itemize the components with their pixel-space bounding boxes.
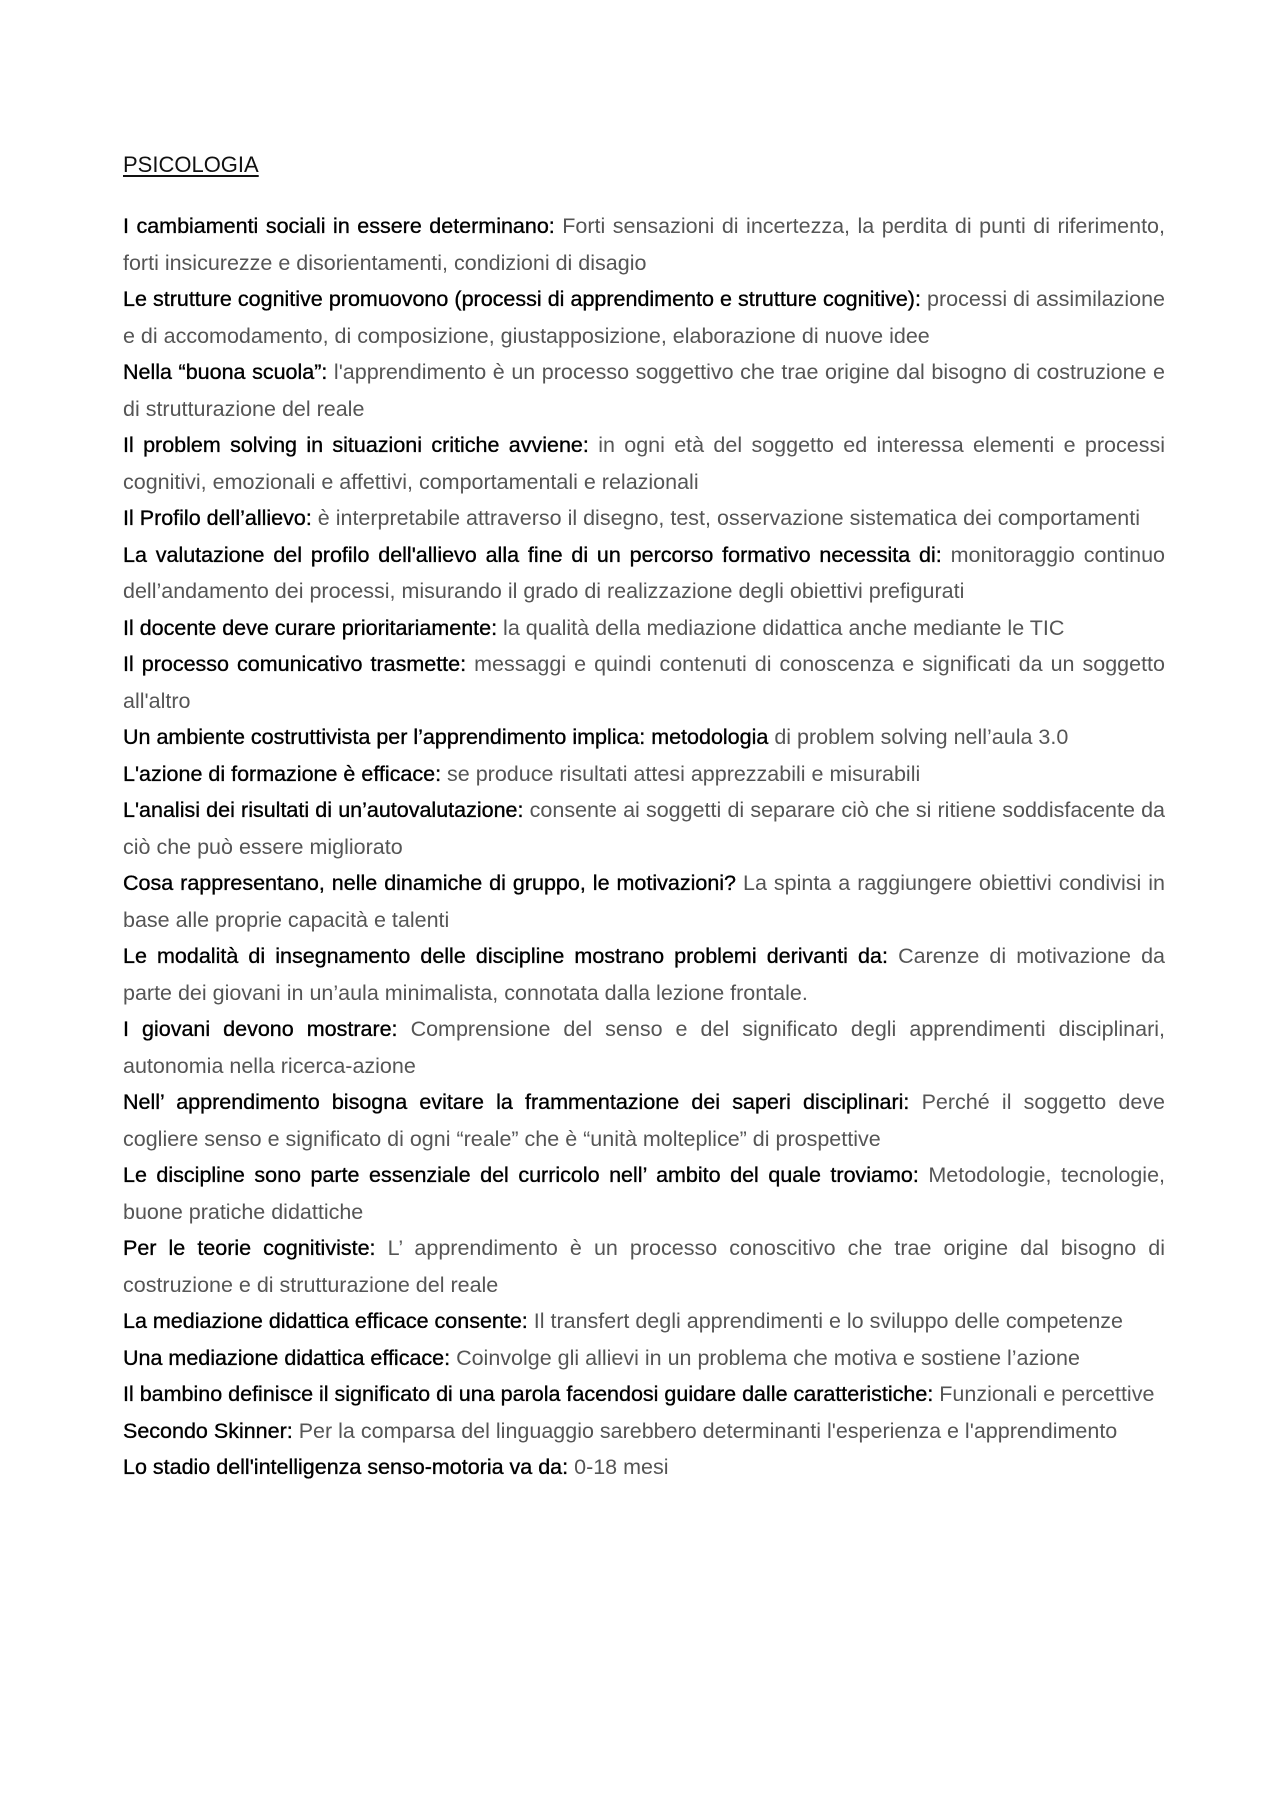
qa-entry: [123, 500, 1165, 537]
question-text: Una mediazione didattica efficace:: [123, 1345, 451, 1370]
question-text: Il problem solving in situazioni critiche avviene:: [123, 433, 589, 457]
qa-entry: [123, 719, 1165, 756]
qa-entry: [123, 646, 1165, 719]
question-text: I cambiamenti sociali in essere determinano:: [123, 214, 555, 238]
page-title: PSICOLOGIA: [123, 152, 259, 177]
question-text: La mediazione didattica efficace consente:: [123, 1309, 528, 1333]
qa-entry: [123, 1340, 1165, 1377]
question-text: Il processo comunicativo trasmette:: [123, 652, 467, 676]
qa-entry: [123, 792, 1165, 865]
document-page: [123, 150, 1165, 1486]
question-text: Per le teorie cognitiviste:: [123, 1236, 376, 1260]
answer-text: Funzionali e percettive: [939, 1382, 1155, 1406]
answer-text: Comprensione del senso e del significato degli apprendimenti disciplinari, autonomia nella ricerca-azione: [123, 1017, 1165, 1078]
answer-text: consente ai soggetti di separare ciò che si ritiene soddisfacente da ciò che può essere migliorato: [123, 798, 1165, 859]
question-text: Lo stadio dell'intelligenza senso-motoria va da:: [123, 1455, 569, 1479]
answer-text: se produce risultati attesi apprezzabili e misurabili: [447, 761, 921, 786]
qa-entry: [123, 537, 1165, 610]
question-text: Un ambiente costruttivista per l’apprendimento implica: metodologia: [123, 725, 769, 749]
question-text: Il docente deve curare prioritariamente:: [123, 615, 498, 640]
question-text: I giovani devono mostrare:: [123, 1017, 398, 1041]
answer-text: l'apprendimento è un processo soggettivo che trae origine dal bisogno di costruzione e di strutturazione del reale: [123, 360, 1165, 421]
qa-entry: [123, 1449, 1165, 1486]
qa-entry: [123, 756, 1165, 793]
qa-entry: [123, 208, 1165, 281]
qa-entry: [123, 1011, 1165, 1084]
qa-entry: [123, 865, 1165, 938]
question-text: L'analisi dei risultati di un’autovalutazione:: [123, 798, 524, 822]
question-text: Le discipline sono parte essenziale del curricolo nell’ ambito del quale troviamo:: [123, 1163, 919, 1187]
answer-text: Perché il soggetto deve cogliere senso e significato di ogni “reale” che è “unità molteplice” di prospettive: [123, 1090, 1165, 1151]
answer-text: Coinvolge gli allievi in un problema che motiva e sostiene l’azione: [456, 1345, 1080, 1370]
answer-text: monitoraggio continuo dell’andamento dei processi, misurando il grado di realizzazione degli obiettivi prefigurati: [123, 542, 1165, 603]
answer-text: Il transfert degli apprendimenti e lo sviluppo delle competenze: [533, 1309, 1123, 1333]
qa-list: [123, 208, 1165, 1486]
question-text: L'azione di formazione è efficace:: [123, 761, 442, 786]
qa-entry: [123, 427, 1165, 500]
qa-entry: [123, 610, 1165, 647]
question-text: Il Profilo dell’allievo:: [123, 506, 312, 530]
answer-text: Forti sensazioni di incertezza, la perdita di punti di riferimento, forti insicurezze e disorientamenti, condizioni di disagio: [123, 214, 1165, 275]
answer-text: di problem solving nell’aula 3.0: [774, 725, 1069, 749]
qa-entry: [123, 1413, 1165, 1450]
question-text: Nell’ apprendimento bisogna evitare la frammentazione dei saperi disciplinari:: [123, 1090, 910, 1114]
answer-text: messaggi e quindi contenuti di conoscenza e significati da un soggetto all'altro: [123, 652, 1165, 713]
qa-entry: [123, 1157, 1165, 1230]
answer-text: 0-18 mesi: [574, 1455, 669, 1479]
qa-entry: [123, 1376, 1165, 1413]
question-text: Cosa rappresentano, nelle dinamiche di gruppo, le motivazioni?: [123, 871, 737, 895]
answer-text: è interpretabile attraverso il disegno, test, osservazione sistematica dei comportamenti: [317, 506, 1140, 530]
qa-entry: [123, 1084, 1165, 1157]
answer-text: Per la comparsa del linguaggio sarebbero determinanti l'esperienza e l'apprendimento: [298, 1418, 1118, 1443]
answer-text: La spinta a raggiungere obiettivi condivisi in base alle proprie capacità e talenti: [123, 871, 1165, 932]
answer-text: in ogni età del soggetto ed interessa elementi e processi cognitivi, emozionali e affettivi, comportamentali e relazionali: [123, 433, 1165, 494]
question-text: Le modalità di insegnamento delle discipline mostrano problemi derivanti da:: [123, 944, 888, 968]
qa-entry: [123, 281, 1165, 354]
answer-text: L’ apprendimento è un processo conoscitivo che trae origine dal bisogno di costruzione e di strutturazione del reale: [123, 1236, 1165, 1297]
qa-entry: [123, 1303, 1165, 1340]
qa-entry: [123, 1230, 1165, 1303]
question-text: Secondo Skinner:: [123, 1418, 293, 1443]
answer-text: la qualità della mediazione didattica anche mediante le TIC: [503, 615, 1065, 640]
question-text: Le strutture cognitive promuovono (processi di apprendimento e strutture cognitive):: [123, 287, 921, 311]
answer-text: processi di assimilazione e di accomodamento, di composizione, giustapposizione, elaborazione di nuove idee: [123, 287, 1166, 348]
question-text: La valutazione del profilo dell'allievo alla fine di un percorso formativo necessita di:: [123, 542, 942, 567]
qa-entry: [123, 938, 1165, 1011]
answer-text: Metodologie, tecnologie, buone pratiche didattiche: [123, 1163, 1165, 1224]
qa-entry: [123, 354, 1165, 427]
question-text: Il bambino definisce il significato di una parola facendosi guidare dalle caratteristiche:: [123, 1382, 934, 1406]
answer-text: Carenze di motivazione da parte dei giovani in un’aula minimalista, connotata dalla lezione frontale.: [123, 944, 1165, 1005]
question-text: Nella “buona scuola”:: [123, 360, 328, 384]
